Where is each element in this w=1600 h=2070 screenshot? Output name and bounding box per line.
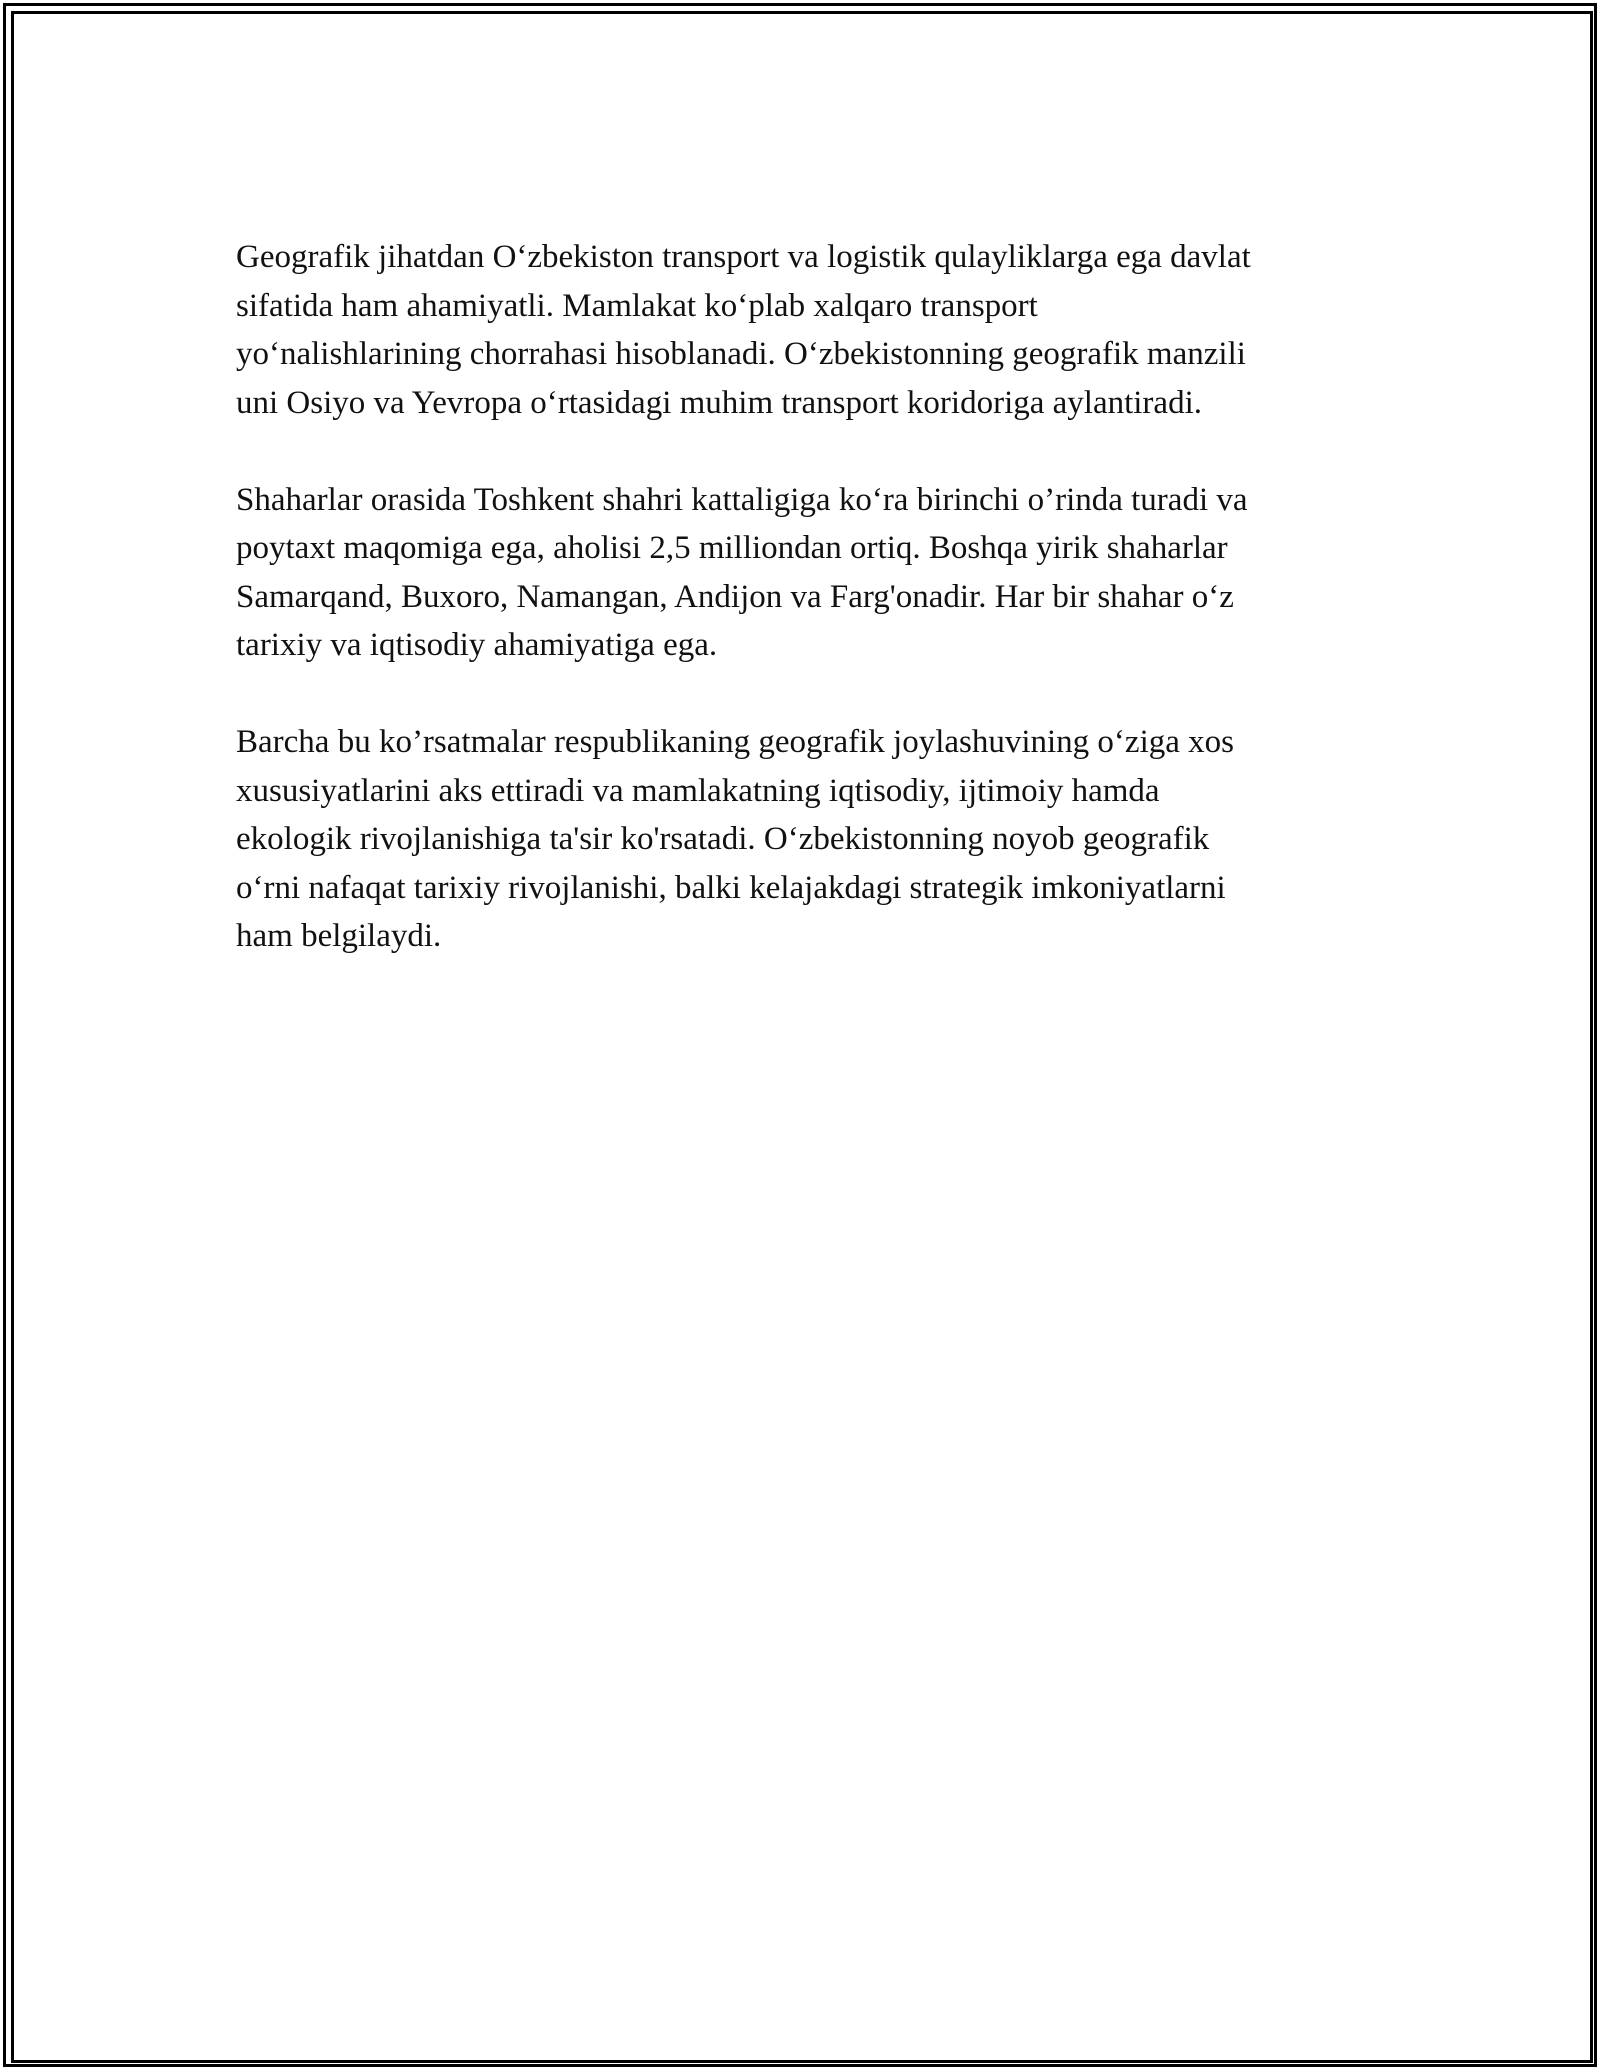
paragraph-transport: Geografik jihatdan O‘zbekiston transport va logistik qulayliklarga ega davlat sifatida ham ahamiyatli. Mamlakat ko‘plab xalqaro transport yo‘nalishlarining chorrahasi hisoblanadi. O‘zbekistonning geografik manzili uni Osiyo va Yevropa o‘rtasidagi muhim transport koridoriga aylantiradi. <box>236 239 1251 421</box>
paragraph-cities: Shaharlar orasida Toshkent shahri kattaligiga ko‘ra birinchi o’rinda turadi va poytaxt maqomiga ega, aholisi 2,5 milliondan ortiq. Boshqa yirik shaharlar Samarqand, Buxoro, Namangan, Andijon va Farg'onadir. Har bir shahar o‘z tarixiy va iqtisodiy ahamiyatiga ega. <box>236 481 1248 663</box>
document-body <box>236 233 1376 1009</box>
paragraph-conclusion: Barcha bu ko’rsatmalar respublikaning geografik joylashuvining o‘ziga xos xususiyatlarini aks ettiradi va mamlakatning iqtisodiy, ijtimoiy hamda ekologik rivojlanishiga ta'sir ko'rsatadi. O‘zbekistonning noyob geografik o‘rni nafaqat tarixiy rivojlanishi, balki kelajakdagi strategik imkoniyatlarni ham belgilaydi. <box>236 724 1234 954</box>
